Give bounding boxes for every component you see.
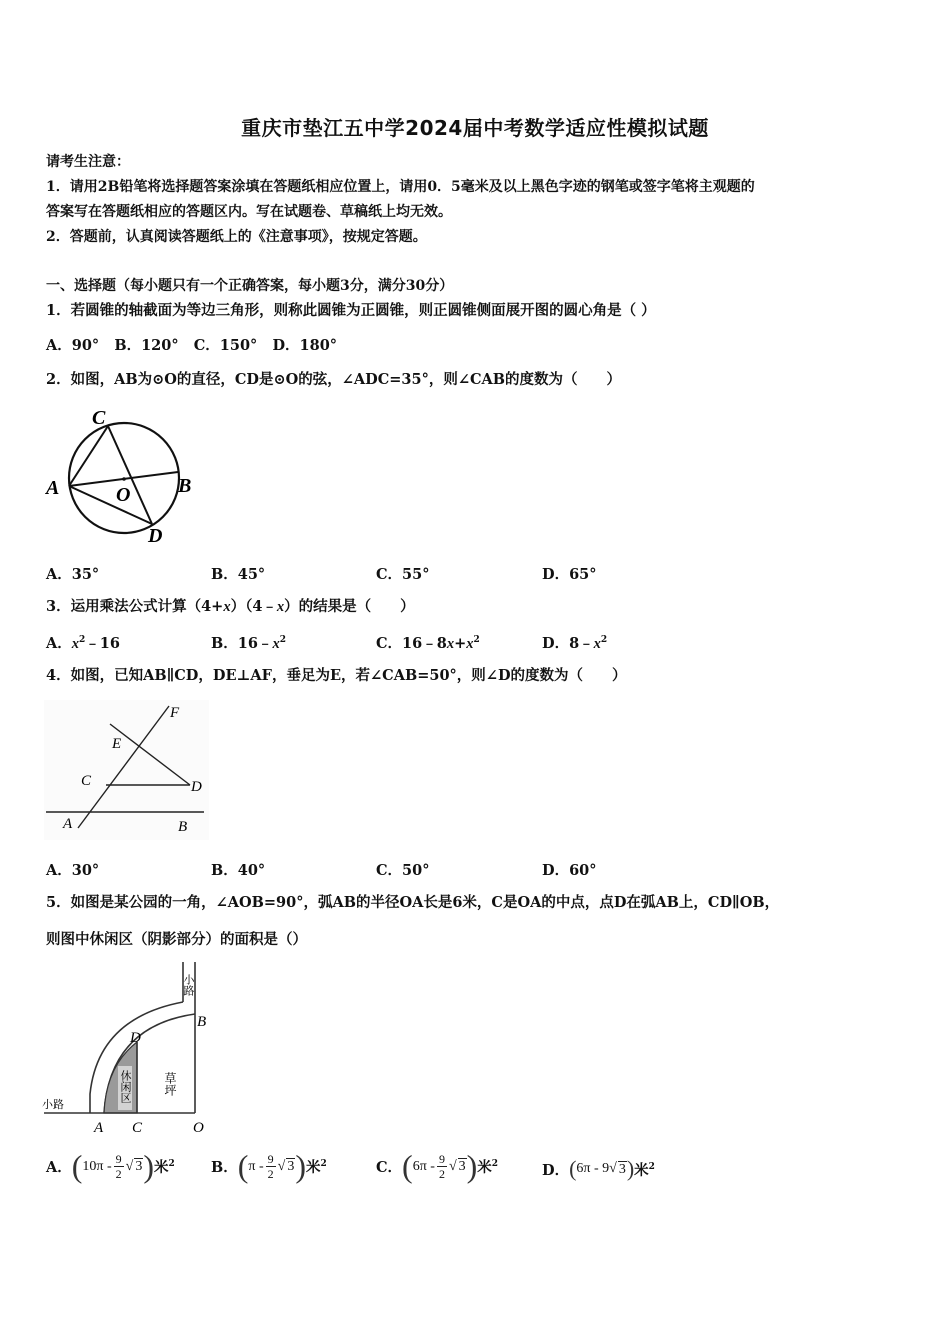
q3-var-1: x <box>223 599 231 615</box>
label-b: B <box>197 1014 207 1030</box>
q2-stem: 2．如图，AB为⊙O的直径，CD是⊙O的弦，∠ADC=35°，则∠CAB的度数为（ ） <box>46 371 622 388</box>
q5-option-c-label: C． <box>376 1159 403 1176</box>
label-a: A <box>94 1120 104 1136</box>
q3-option-b-label: B．16﹣ <box>211 635 273 652</box>
q2-option-a: A．35° <box>46 566 100 583</box>
q5-option-c <box>376 1148 498 1185</box>
q1-options: A．90° B．120° C．150° D．180° <box>46 337 338 354</box>
unit-text: 米 <box>306 1159 321 1176</box>
q3-option-c <box>376 632 480 653</box>
page-title: 重庆市垫江五中学2024届中考数学适应性模拟试题 <box>241 116 709 140</box>
q5-option-c-expr <box>413 1152 467 1181</box>
q3-stem-mid: ）（4﹣ <box>230 598 277 615</box>
q3-option-c-power: 2 <box>473 635 480 646</box>
sqrt-icon: √ <box>448 1158 457 1174</box>
unit <box>477 1156 498 1177</box>
q5-option-a <box>46 1148 175 1185</box>
label-a: A <box>46 477 60 499</box>
q3-option-a-label: A． <box>46 635 72 652</box>
q3-option-c-var-2: x <box>466 636 474 652</box>
center-point <box>122 477 126 481</box>
unit-text: 米 <box>154 1159 169 1176</box>
label-road-left: 小路 <box>42 1099 64 1111</box>
unit-power: 2 <box>648 1161 655 1172</box>
section-heading: 一、选择题（每小题只有一个正确答案，每小题3分，满分30分） <box>46 278 454 294</box>
q4-option-c: C．50° <box>376 862 430 879</box>
notice-item-1-line-1: 1．请用2B铅笔将选择题答案涂填在答题纸相应位置上，请用0．5毫米及以上黑色字迹的钢笔或签字笔将主观题的 <box>46 179 755 195</box>
fraction-den: 2 <box>267 1167 274 1181</box>
unit-power: 2 <box>168 1159 175 1170</box>
q4-option-d: D．60° <box>542 862 597 879</box>
label-e: E <box>112 736 122 752</box>
q1-stem: 1．若圆锥的轴截面为等边三角形，则称此圆锥为正圆锥，则正圆锥侧面展开图的圆心角是（ ） <box>46 302 656 319</box>
unit <box>634 1159 655 1180</box>
q3-option-c-plus: + <box>454 635 467 652</box>
q4-option-a: A．30° <box>46 862 100 879</box>
q4-stem: 4．如图，已知AB∥CD，DE⊥AF，垂足为E，若∠CAB=50°，则∠D的度数为（ ） <box>46 667 627 684</box>
paren-close-icon: ) <box>466 1148 478 1184</box>
q3-option-d-label: D．8﹣ <box>542 635 594 652</box>
label-c: C <box>132 1120 143 1136</box>
q5-option-b-expr <box>248 1152 295 1181</box>
label-c: C <box>81 773 92 789</box>
fraction <box>266 1152 276 1181</box>
label-c: C <box>92 407 106 429</box>
radicand: 3 <box>458 1159 466 1174</box>
label-d: D <box>130 1030 141 1046</box>
notice-item-1-line-2: 答案写在答题纸相应的答题区内。写在试题卷、草稿纸上均无效。 <box>46 204 452 220</box>
expr-pre: 6π - 9 <box>576 1161 610 1176</box>
q3-option-d <box>542 632 607 653</box>
label-b: B <box>178 819 188 835</box>
q2-option-d: D．65° <box>542 566 597 583</box>
q3-option-c-var-1: x <box>446 636 455 652</box>
q3-stem <box>46 597 415 617</box>
fraction-num: 9 <box>267 1152 274 1166</box>
fraction <box>437 1152 447 1181</box>
paren-close-icon: ) <box>143 1148 154 1184</box>
q3-option-d-var: x <box>593 636 601 652</box>
radicand: 3 <box>287 1159 295 1174</box>
fraction-num: 9 <box>438 1152 445 1166</box>
q2-option-b: B．45° <box>211 566 266 583</box>
label-lawn: 草坪 <box>163 1072 177 1096</box>
expr-pre: 6π - <box>412 1158 435 1174</box>
unit-power: 2 <box>491 1159 499 1170</box>
q4-parallel-lines-figure <box>44 700 209 840</box>
fraction-num: 9 <box>115 1152 122 1166</box>
sqrt-icon: √ <box>609 1161 617 1176</box>
q4-option-b: B．40° <box>211 862 266 879</box>
radicand: 3 <box>135 1159 143 1174</box>
label-b: B <box>178 475 192 497</box>
q3-var-2: x <box>276 599 285 615</box>
fraction-den: 2 <box>115 1167 122 1181</box>
q5-option-d-label: D． <box>542 1161 570 1179</box>
label-rest-area: 休闲区 <box>119 1070 131 1103</box>
unit <box>306 1156 327 1177</box>
paren-close-icon: ) <box>295 1148 306 1184</box>
q3-option-a-expr: ﹣16 <box>85 635 120 652</box>
chord-ad <box>69 486 152 524</box>
label-o: O <box>116 484 131 506</box>
q5-stem-line-2: 则图中休闲区（阴影部分）的面积是（） <box>46 931 307 948</box>
q3-stem-pre: 3．运用乘法公式计算（4+ <box>46 598 224 615</box>
notice-heading: 请考生注意： <box>46 154 130 170</box>
fraction <box>114 1152 124 1181</box>
unit <box>154 1156 175 1177</box>
sqrt-icon: √ <box>277 1158 286 1174</box>
q5-park-figure <box>40 958 240 1138</box>
chord-cd <box>108 426 152 524</box>
q3-option-b-power: 2 <box>279 635 286 646</box>
paren-open-icon: ( <box>71 1148 83 1184</box>
paren-open-icon: ( <box>569 1156 577 1181</box>
q3-option-a-power: 2 <box>79 635 86 646</box>
paren-open-icon: ( <box>402 1148 413 1184</box>
q5-option-a-expr <box>82 1152 143 1181</box>
q3-option-c-label: C．16﹣8 <box>376 635 447 652</box>
q5-option-b <box>211 1148 327 1185</box>
q5-stem-line-1: 5．如图是某公园的一角，∠AOB=90°，弧AB的半径OA长是6米，C是OA的中点，点D在弧AB上，CD∥OB， <box>46 894 780 911</box>
label-o: O <box>193 1120 204 1136</box>
unit-text: 米 <box>634 1161 649 1179</box>
unit-power: 2 <box>320 1159 327 1170</box>
q2-circle-figure <box>40 400 200 550</box>
unit-text: 米 <box>477 1159 492 1176</box>
q5-option-b-label: B． <box>211 1159 238 1176</box>
radicand: 3 <box>618 1161 626 1177</box>
q3-option-a-var: x <box>71 636 80 652</box>
paren-close-icon: ) <box>626 1156 635 1181</box>
fraction-den: 2 <box>438 1167 445 1181</box>
label-d: D <box>191 779 202 795</box>
q3-option-d-power: 2 <box>600 635 608 646</box>
q3-option-b-var: x <box>272 636 280 652</box>
expr-pre: 10π - <box>82 1158 112 1174</box>
paren-open-icon: ( <box>237 1148 249 1184</box>
label-f: F <box>170 705 180 721</box>
q5-option-a-label: A． <box>46 1159 72 1176</box>
q3-option-b <box>211 632 286 653</box>
label-road-top: 小路 <box>182 974 194 996</box>
notice-item-2: 2．答题前，认真阅读答题纸上的《注意事项》，按规定答题。 <box>46 229 427 245</box>
expr-pre: π - <box>248 1158 264 1174</box>
label-a: A <box>63 816 73 832</box>
q2-option-c: C．55° <box>376 566 430 583</box>
q3-stem-post: ）的结果是（ ） <box>284 598 415 615</box>
q5-option-d <box>542 1156 655 1182</box>
sqrt-icon: √ <box>125 1158 134 1174</box>
q3-option-a <box>46 632 120 653</box>
label-d: D <box>148 525 163 547</box>
q5-option-d-expr <box>576 1161 626 1178</box>
